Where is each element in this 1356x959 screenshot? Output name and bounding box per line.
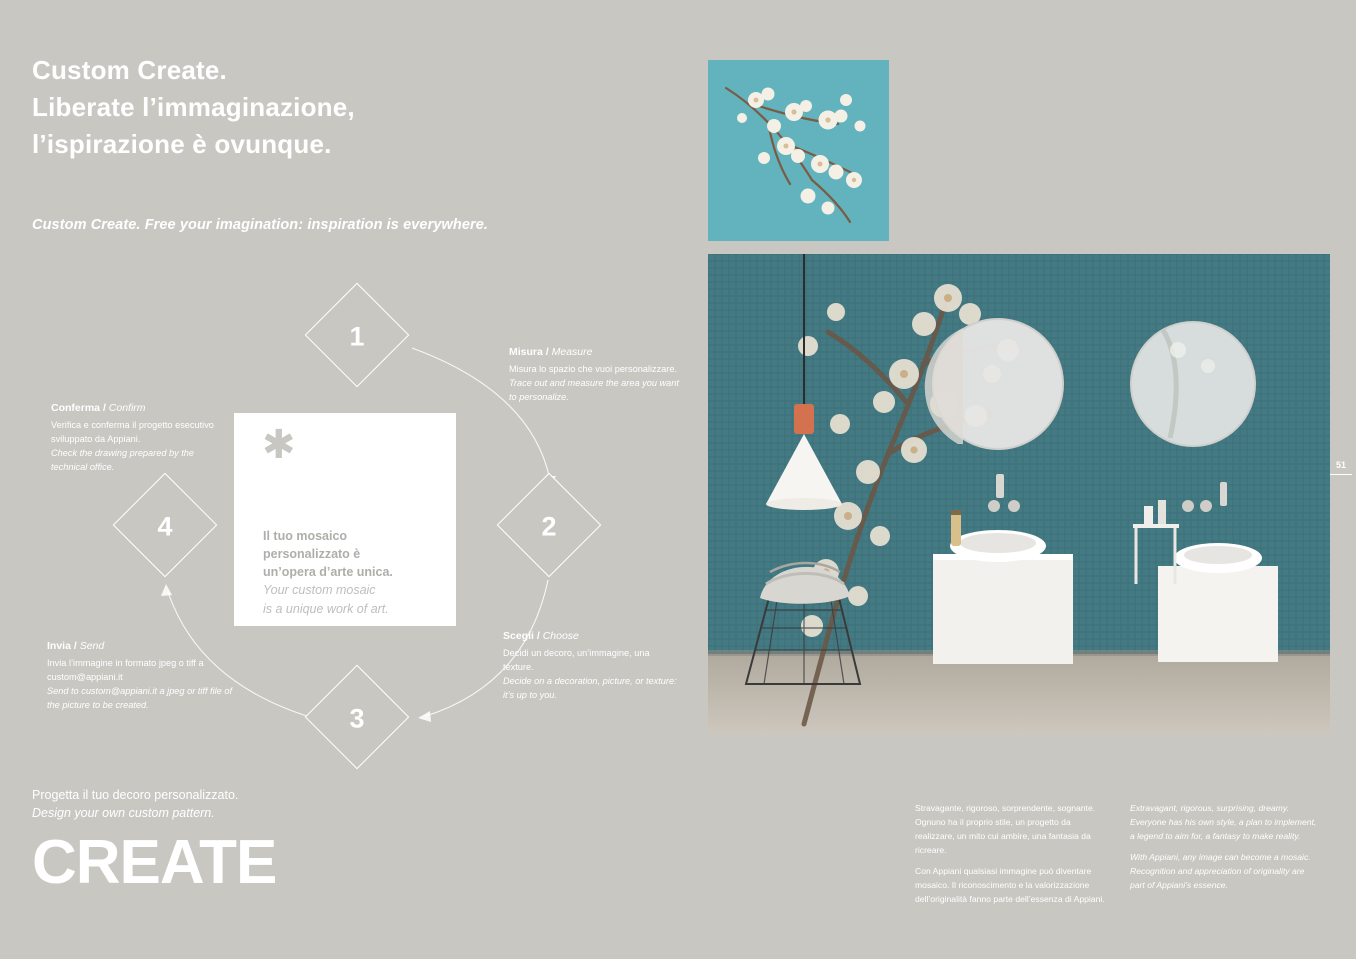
step-1-title: Misura / Measure [509, 346, 593, 358]
almond-blossom-image [708, 60, 889, 241]
step-3-body-en: Send to custom@appiani.it a jpeg or tiff file of the picture to be created. [47, 685, 233, 710]
step-4-title: Conferma / Confirm [51, 402, 146, 414]
center-text-it-2: personalizzato è [263, 547, 361, 562]
step-number-2: 2 [541, 510, 557, 541]
step-3-title: Invia / Send [47, 640, 105, 652]
asterisk-icon: ✱ [262, 423, 296, 467]
step-3-title-it: Invia [47, 640, 71, 652]
step-2-title-it: Scegli [503, 630, 534, 642]
step-4-title-en: Confirm [108, 402, 146, 414]
page-title [32, 52, 355, 163]
step-3-body-it: Invia l’immagine in formato jpeg o tiff a custom@appiani.it [47, 658, 204, 682]
step-number-3: 3 [349, 702, 365, 733]
center-text-en-1: Your custom mosaic [263, 583, 376, 598]
br-en-para-2: With Appiani, any image can become a mosaic. Recognition and appreciation of originality are part of Appiani’s essence. [1130, 851, 1311, 890]
step-4-title-it: Conferma [51, 402, 101, 414]
step-1-title-en: Measure [551, 346, 593, 358]
create-wordmark: CREATE [32, 828, 277, 897]
center-text-it-1: Il tuo mosaico [263, 529, 348, 543]
bottom-right-text [915, 802, 1335, 906]
center-text-en-2: is a unique work of art. [263, 601, 389, 616]
step-4-body-en: Check the drawing prepared by the technical office. [51, 447, 195, 472]
headline-line-3: l’ispirazione è ovunque. [32, 128, 332, 159]
headline-line-1: Custom Create. [32, 55, 227, 85]
bottom-left-it: Progetta il tuo decoro personalizzato. [32, 788, 239, 802]
process-diagram [20, 280, 700, 780]
step-4-body-it: Verifica e conferma il progetto esecutivo sviluppato da Appiani. [51, 420, 214, 444]
br-it-para-2: Con Appiani qualsiasi immagine può diventare mosaico. Il riconoscimento e la valorizzazione dell’originalità fanno parte dell’essenza di Appiani. [915, 865, 1105, 904]
step-2-title-en: Choose [542, 630, 579, 642]
subheadline: Custom Create. Free your imagination: inspiration is everywhere. [32, 217, 489, 233]
bottom-right-italian [915, 802, 1105, 906]
page-number-rule [1330, 474, 1352, 475]
step-note-2 [503, 630, 678, 703]
step-note-3 [47, 640, 232, 713]
br-it-para-1: Stravagante, rigoroso, sorprendente, sognante. Ognuno ha il proprio stile, un progetto da realizzare, un mito cui ambire, una fantasia da ricreare. [915, 803, 1096, 855]
headline-line-2: Liberate l’immaginazione, [32, 91, 355, 122]
center-card [234, 413, 456, 626]
bottom-left-en: Design your own custom pattern. [32, 806, 215, 820]
step-1-title-it: Misura [509, 346, 543, 358]
br-en-para-1: Extravagant, rigorous, surprising, dreamy. Everyone has his own style, a plan to implement, a legend to aim for, a fantasy to make reality. [1130, 803, 1317, 841]
step-1-body-en: Trace out and measure the area you want to personalize. [509, 377, 679, 402]
step-2-body-en: Decide on a decoration, picture, or texture: it’s up to you. [503, 675, 677, 700]
step-number-4: 4 [157, 510, 173, 541]
step-1-body-it: Misura lo spazio che vuoi personalizzare. [509, 364, 678, 374]
step-note-1 [509, 346, 684, 405]
step-2-body-it: Decidi un decoro, un’immagine, una texture. [503, 648, 650, 672]
center-card-text [263, 527, 443, 618]
bathroom-interior-image [708, 254, 1330, 734]
bottom-left-block [32, 788, 277, 897]
bottom-right-english [1130, 802, 1320, 906]
page-number: 51 [1335, 460, 1346, 470]
center-text-it-3: un’opera d’arte unica. [263, 565, 393, 580]
step-3-title-en: Send [79, 640, 105, 652]
step-note-4 [51, 402, 226, 475]
step-2-title: Scegli / Choose [503, 630, 579, 642]
step-number-1: 1 [349, 320, 365, 351]
